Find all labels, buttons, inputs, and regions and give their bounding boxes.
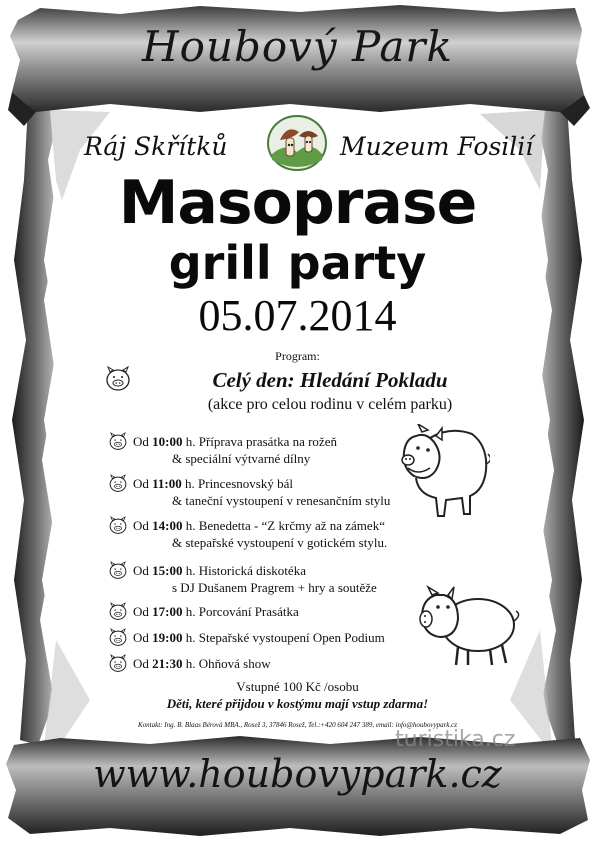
pig-icon: [108, 516, 128, 539]
item-prefix: Od: [133, 563, 153, 578]
program-item: [133, 517, 387, 551]
program-item: [133, 562, 377, 596]
pig-icon: [108, 432, 128, 455]
pig-illustration-lower: [418, 585, 520, 669]
watermark: turistika.cz: [395, 727, 516, 752]
event-date: 05.07.2014: [198, 291, 397, 340]
item-line2: s DJ Dušanem Pragrem + hry a soutěže: [172, 580, 377, 595]
mushroom-logo-icon: [266, 114, 328, 172]
item-time: 17:00: [152, 604, 183, 619]
subtitle-right: Muzeum Fosilií: [340, 132, 534, 161]
entry-fee: Vstupné 100 Kč /osobu: [236, 679, 359, 694]
item-time: 10:00: [152, 434, 183, 449]
pig-icon: [108, 602, 128, 625]
item-time: 14:00: [152, 518, 183, 533]
pig-illustration-upper: [400, 424, 490, 520]
item-line1: h. Porcování Prasátka: [182, 604, 299, 619]
item-prefix: Od: [133, 518, 153, 533]
program-item: [133, 433, 337, 467]
header-title: Houbový Park: [142, 22, 453, 71]
item-line1: h. Benedetta - “Z krčmy až na zámek“: [182, 518, 385, 533]
item-time: 11:00: [152, 476, 182, 491]
program-label: Program:: [275, 349, 320, 363]
program-item: [133, 475, 390, 509]
subtitle-left: Ráj Skřítků: [84, 132, 228, 161]
main-event: Celý den: Hledání Pokladu: [212, 368, 448, 392]
main-event-subtitle: (akce pro celou rodinu v celém parku): [207, 396, 453, 413]
item-line1: h. Příprava prasátka na rožeň: [182, 434, 337, 449]
item-line1: h. Stepařské vystoupení Open Podium: [182, 630, 385, 645]
item-line2: & taneční vystoupení v renesančním stylu: [172, 493, 391, 508]
item-line1: h. Ohňová show: [182, 656, 271, 671]
program-item: [133, 629, 385, 646]
pig-icon: [108, 628, 128, 651]
pig-icon: [108, 474, 128, 497]
item-prefix: Od: [133, 630, 153, 645]
item-line1: h. Historická diskotéka: [182, 563, 306, 578]
website-url[interactable]: www.houbovypark.cz: [93, 752, 502, 796]
pig-icon: [108, 654, 128, 677]
item-prefix: Od: [133, 604, 153, 619]
kids-free-note: Děti, které přijdou v kostýmu mají vstup zdarma!: [166, 696, 429, 711]
item-line2: & speciální výtvarné dílny: [172, 451, 311, 466]
item-line1: h. Princesnovský bál: [181, 476, 293, 491]
item-time: 21:30: [152, 656, 183, 671]
program-item: [133, 655, 271, 672]
contact-info: Kontakt: Ing. B. Blaas Bérová MBA., Rosež 3, 37846 Rosež, Tel.:+420 604 247 389, email: info@houbovypark.cz: [138, 721, 457, 729]
item-prefix: Od: [133, 656, 153, 671]
pig-icon: [108, 561, 128, 584]
headline-masoprase: Masoprase: [118, 168, 477, 238]
item-prefix: Od: [133, 434, 153, 449]
program-item: [133, 603, 299, 620]
item-time: 19:00: [152, 630, 183, 645]
item-time: 15:00: [152, 563, 183, 578]
item-prefix: Od: [133, 476, 153, 491]
headline-grill-party: grill party: [168, 236, 427, 290]
item-line2: & stepařské vystoupení v gotickém stylu.: [172, 535, 388, 550]
pig-icon: [104, 366, 132, 392]
